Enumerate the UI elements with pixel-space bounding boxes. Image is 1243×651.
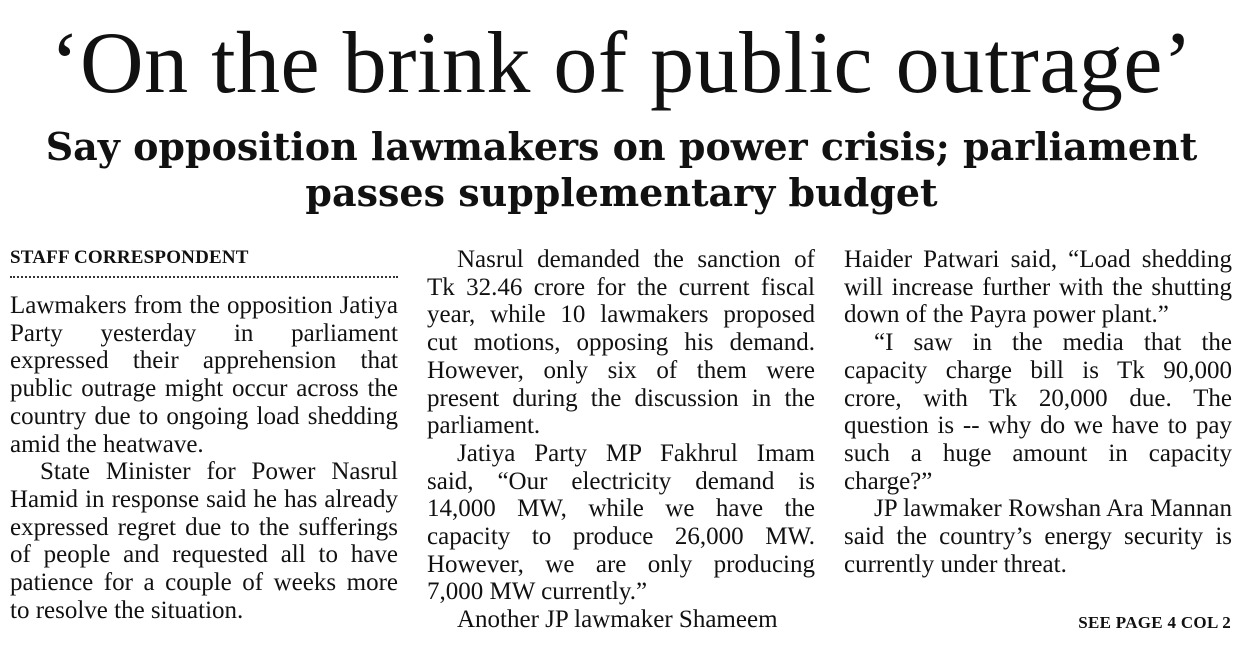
paragraph: “I saw in the media that the capacity charge bill is Tk 90,000 crore, with Tk 20,000 due. The question is -- why do we have to pay such a huge amount in capacity charge?” [844,329,1232,495]
subheadline-line-1: Say opposition lawmakers on power crisis; parliament [45,124,1198,169]
paragraph: Nasrul demanded the sanction of Tk 32.46 crore for the current fiscal year, while 10 lawmakers proposed cut motions, opposing his demand. However, only six of them were present during the discussion in the parliament. [427,246,815,440]
subheadline-line-2: passes supplementary budget [305,170,938,215]
article-column-1 [10,246,398,624]
article-column-2 [427,246,815,634]
paragraph: Haider Patwari said, “Load shedding will increase further with the shutting down of the Payra power plant.” [844,246,1232,329]
paragraph: Another JP lawmaker Shameem [457,606,778,634]
continued-on-page-link[interactable]: SEE PAGE 4 COL 2 [1078,613,1231,632]
paragraph: Jatiya Party MP Fakhrul Imam said, “Our electricity demand is 14,000 MW, while we have the capacity to produce 26,000 MW. However, we are only producing 7,000 MW currently.” [427,439,815,606]
paragraph: JP lawmaker Rowshan Ara Mannan said the country’s energy security is currently under threat. [844,495,1232,578]
headline: ‘On the brink of public outrage’ [50,15,1193,112]
paragraph: Lawmakers from the opposition Jatiya Party yesterday in parliament expressed their apprehension that public outrage might occur across the country due to ongoing load shedding amid the heatwave. [10,292,398,458]
byline: STAFF CORRESPONDENT [10,247,249,268]
byline-divider [10,276,398,278]
subheadline [0,124,1243,216]
paragraph: State Minister for Power Nasrul Hamid in response said he has already expressed regret due to the sufferings of people and requested all to have patience for a couple of weeks more to resolve the situation. [10,458,398,624]
article-column-3 [844,246,1232,578]
